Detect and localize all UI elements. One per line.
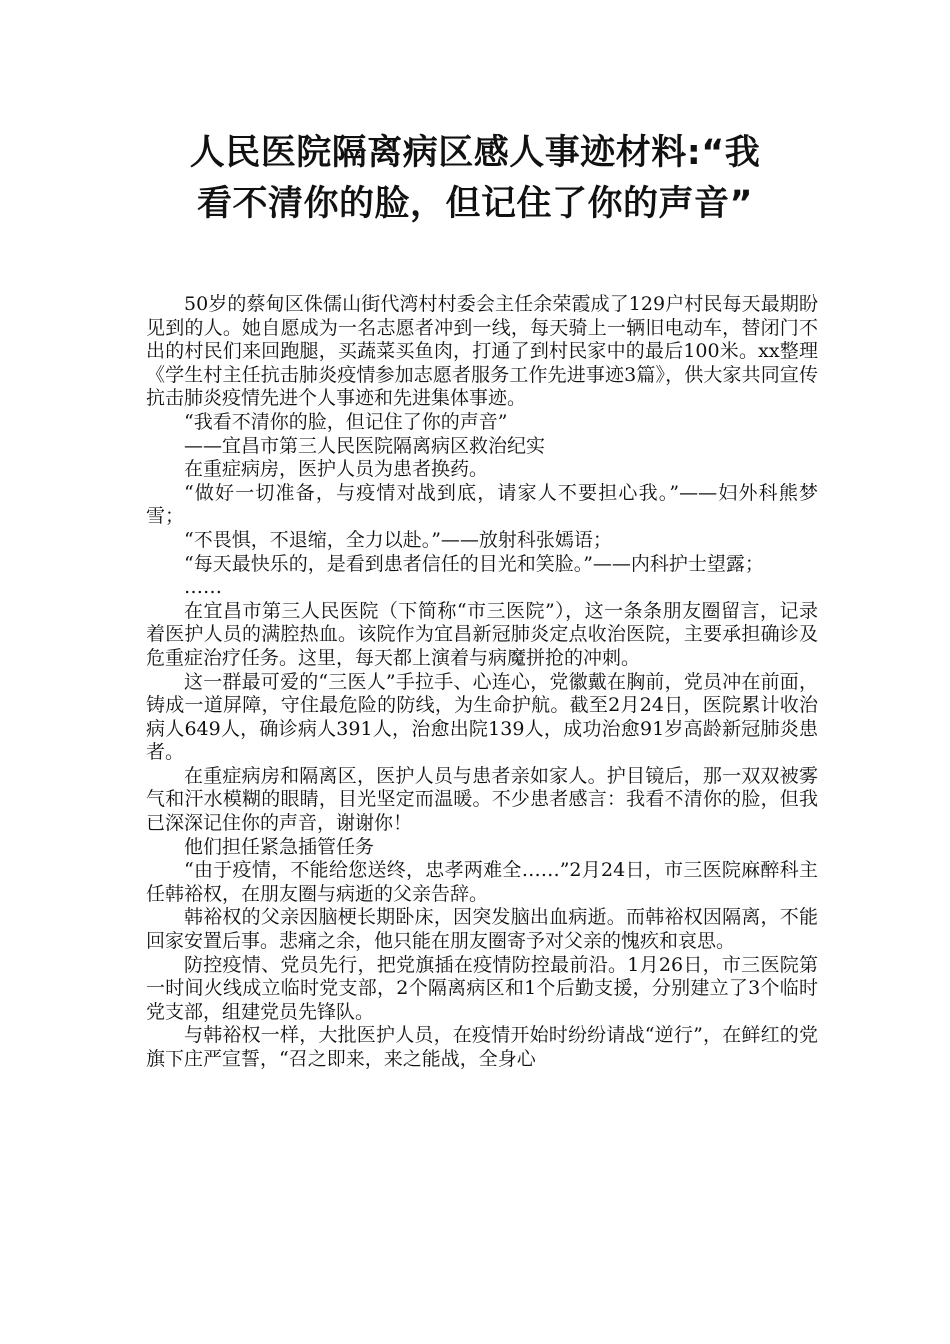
paragraph-section-heading: 他们担任紧急插管任务 [184, 835, 375, 858]
paragraph-intro: 50岁的蔡甸区侏儒山街代湾村村委会主任余荣霞成了129户村民每天最期盼见到的人。她自愿成为一名志愿者冲到一线，每天骑上一辆旧电动车，替闭门不出的村民们来回跑腿，买蔬菜买鱼肉，打通了到村民家中的最后100米。xx整理《学生村主任抗击肺炎疫情参加志愿者服务工作先进事迹3篇》，供大家共同宣传抗击肺炎疫情先进个人事迹和先进集体事迹。 [146, 293, 818, 410]
paragraph-patients: 在重症病房和隔离区，医护人员与患者亲如家人。护目镜后，那一双双被雾气和汗水模糊的眼睛，目光坚定而温暖。不少患者感言：我看不清你的脸，但我已深深记住你的声音，谢谢你！ [146, 764, 818, 835]
paragraph-han-farewell: “由于疫情，不能给您送终，忠孝两难全……”2月24日，市三医院麻醉科主任韩裕权，在朋友圈与病逝的父亲告辞。 [146, 859, 818, 905]
paragraph-han-father: 韩裕权的父亲因脑梗长期卧床，因突发脑出血病逝。而韩裕权因隔离，不能回家安置后事。悲痛之余，他只能在朋友圈寄予对父亲的愧疚和哀思。 [146, 906, 818, 953]
title-line-1: 人民医院隔离病区感人事迹材料:“我 [189, 133, 761, 173]
paragraph-party-members: 这一群最可爱的“三医人”手拉手、心连心，党徽戴在胸前，党员冲在前面，铸成一道屏障，守住最危险的防线，为生命护航。截至2月24日，医院累计收治病人649人，确诊病人391人，治愈出院139人，成功治愈91岁高龄新冠肺炎患者。 [146, 670, 818, 764]
paragraph-photo-caption: 在重症病房，医护人员为患者换药。 [184, 458, 489, 481]
paragraph-quote-zhang: “不畏惧，不退缩，全力以赴。”——放射科张嫣语； [184, 528, 612, 551]
title-line-2: 看不清你的脸，但记住了你的声音” [196, 184, 753, 224]
paragraph-quote-wang: “每天最快乐的，是看到患者信任的目光和笑脸。”——内科护士望露； [184, 552, 764, 575]
paragraph-hospital-intro: 在宜昌市第三人民医院（下简称“市三医院”），这一条条朋友圈留言，记录着医护人员的满腔热血。该院作为宜昌新冠肺炎定点收治医院，主要承担确诊及危重症治疗任务。这里，每天都上演着与病魔拼抢的冲刺。 [146, 599, 818, 669]
paragraph-quote-xiong: “做好一切准备，与疫情对战到底，请家人不要担心我。”——妇外科熊梦雪； [146, 481, 818, 528]
paragraph-party-branch: 防控疫情、党员先行，把党旗插在疫情防控最前沿。1月26日，市三医院第一时间火线成立临时党支部，2个隔离病区和1个后勤支援，分别建立了3个临时党支部，组建党员先锋队。 [146, 953, 818, 1023]
paragraph-volunteers: 与韩裕权一样，大批医护人员，在疫情开始时纷纷请战“逆行”，在鲜红的党旗下庄严宣誓，“召之即来，来之能战，全身心 [146, 1024, 818, 1070]
document-body [146, 293, 818, 1072]
paragraph-headline-quote: “我看不清你的脸，但记住了你的声音” [184, 410, 508, 433]
paragraph-ellipsis: …… [184, 576, 222, 599]
document-title [120, 128, 830, 230]
paragraph-subheadline: ——宜昌市第三人民医院隔离病区救治纪实 [184, 434, 546, 457]
